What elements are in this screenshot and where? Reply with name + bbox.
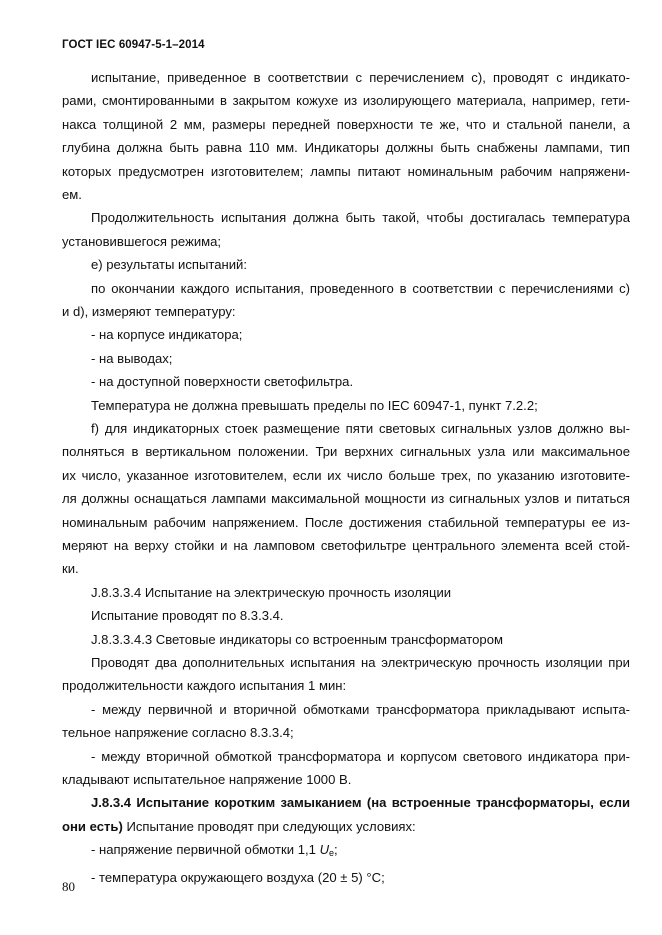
voltage-symbol: U [319,842,330,858]
document-header: ГОСТ IEC 60947-5-1–2014 [62,39,205,51]
text-line: полняться в вертикальном положении. Три верхних сигнальных узла или максимальное [62,444,630,460]
text-line [62,815,630,838]
text-line: меряют на верху стойки и на ламповом светофильтре центрального элемента всей стой- [62,537,630,553]
text-line: накса толщиной 2 мм, размеры передней поверхности те же, что и стальной панели, а [62,116,630,132]
text-span: Испытание проводят при следующих условиях: [122,818,416,834]
dash-item [62,838,630,865]
text-line: Температура не должна превышать пределы по IEC 60947-1, пункт 7.2.2; [91,397,538,413]
text-line: глубина должна быть равна 110 мм. Индикаторы должны быть снабжены лампами, тип [62,140,630,156]
text-line: Проводят два дополнительных испытания на электрическую прочность изоляции при [91,654,630,670]
text-line: Испытание проводят по 8.3.3.4. [91,608,284,624]
dash-item: - между вторичной обмоткой трансформатора и корпусом светового индикатора при- [91,748,630,764]
section-heading-bold: J.8.3.4 Испытание коротким замыканием (на встроенные трансформаторы, если [91,795,630,811]
text-line: ки. [62,561,79,577]
voltage-subscript: e [329,848,335,859]
text-line: по окончании каждого испытания, проведенного в соответствии с перечислениями с) [91,280,630,296]
text-line: которых предусмотрен изготовителем; лампы питают номинальным рабочим напряжени- [62,163,630,179]
section-heading: J.8.3.3.4.3 Световые индикаторы со встроенным трансформатором [91,631,503,647]
text-line: рами, смонтированными в закрытом кожухе из изолирующего материала, например, гети- [62,93,630,109]
text-line: ля должны оснащаться лампами максимальной мощности из сигнальных узлов и питаться [62,491,630,507]
text-line: тельное напряжение согласно 8.3.3.4; [62,725,294,741]
section-heading: J.8.3.3.4 Испытание на электрическую прочность изоляции [91,584,452,600]
text-line: ем. [62,186,82,202]
text-line: Продолжительность испытания должна быть такой, чтобы достигалась температура [91,210,630,226]
page-number: 80 [62,879,75,894]
text-line: и d), измеряют температуру: [62,303,236,319]
list-item-f: f) для индикаторных стоек размещение пяти световых сигнальных узлов должно вы- [91,420,630,436]
dash-item: - на выводах; [91,350,173,366]
text-line: их число, указанное изготовителем, если их число больше трех, по указанию изготовите- [62,467,630,483]
dash-item: - на корпусе индикатора; [91,327,243,343]
heading-bold-continuation: они есть) [62,818,123,834]
dash-item: - температура окружающего воздуха (20 ± 5) °С; [91,869,385,885]
document-body [62,66,630,889]
text-line: испытание, приведенное в соответствии с перечислением с), проводят с индикато- [91,70,630,85]
text-line: кладывают испытательное напряжение 1000 В. [62,771,352,787]
text-span: ; [334,842,338,858]
text-line: установившегося режима; [62,233,222,249]
text-line: номинальным рабочим напряжением. После достижения стабильной температуры ее из- [62,514,630,530]
dash-item: - на доступной поверхности светофильтра. [91,374,354,390]
text-span: - напряжение первичной обмотки 1,1 [91,842,320,858]
text-line: продолжительности каждого испытания 1 мин: [62,678,347,694]
list-item-e: е) результаты испытаний: [91,257,247,273]
dash-item: - между первичной и вторичной обмотками трансформатора прикладывают испыта- [91,701,630,717]
